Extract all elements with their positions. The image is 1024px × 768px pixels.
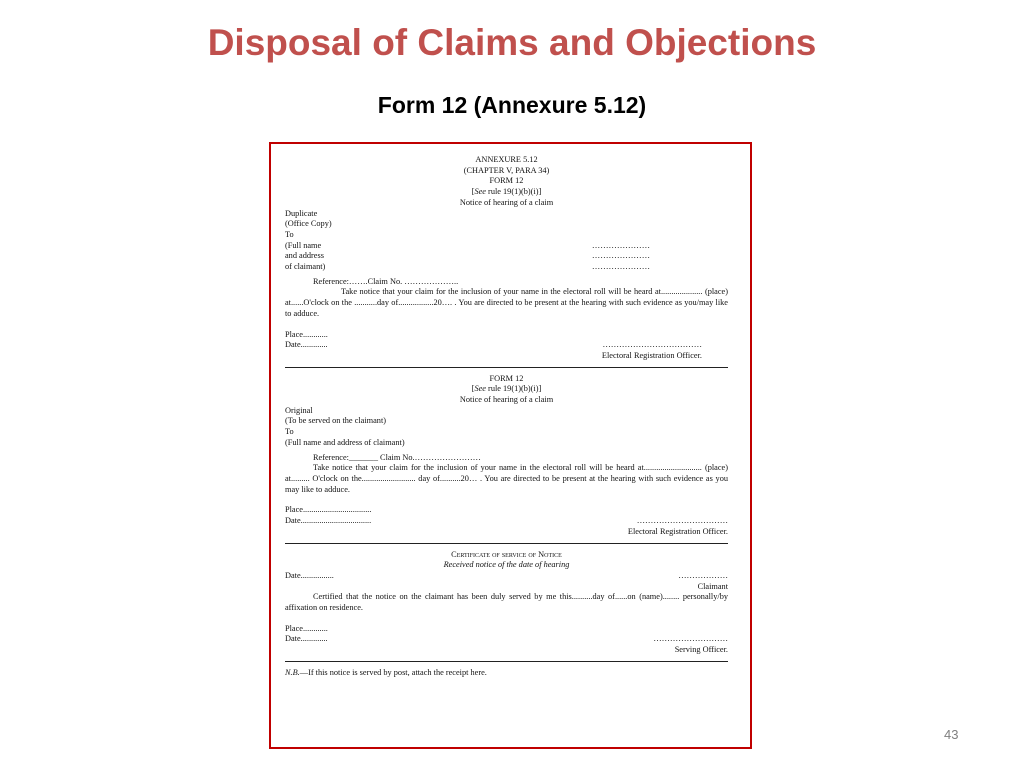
certificate-date-row: Date................ ……………… xyxy=(285,570,728,580)
duplicate-reference: Reference:…….Claim No. ……………….. xyxy=(313,276,459,286)
address-line-3: of claimant) ………………… xyxy=(285,262,650,272)
served-on-label: (To be served on the claimant) xyxy=(285,416,387,426)
annexure-heading: ANNEXURE 5.12 xyxy=(475,155,538,164)
footnote-divider xyxy=(285,661,728,662)
form-image-frame xyxy=(269,142,752,749)
original-date-row: Date.................................. …………………………… xyxy=(285,516,728,526)
claimant-signature: Claimant xyxy=(697,581,728,591)
form-12-document xyxy=(285,155,728,679)
duplicate-notice-body: Take notice that your claim for the inclusion of your name in the electoral roll will be heard at.................... (place) at......O'clock on the ...........day of.................20…. . You are directed to be present at the hearing with such evidence as you/may like to adduce. xyxy=(285,287,728,318)
page-number: 43 xyxy=(944,727,959,742)
duplicate-label: Duplicate xyxy=(285,208,318,218)
certificate-title: Certificate of service of Notice xyxy=(451,549,562,559)
original-reference: Reference:_______ Claim No.…………………… xyxy=(313,452,481,462)
original-signatory: Electoral Registration Officer. xyxy=(627,526,728,536)
slide-subtitle: Form 12 (Annexure 5.12) xyxy=(377,92,647,118)
rule-reference: [See rule 19(1)(b)(i)] xyxy=(471,187,542,197)
office-copy-label: (Office Copy) xyxy=(285,219,332,229)
form-number: FORM 12 xyxy=(489,176,524,186)
certificate-subtitle: Received notice of the date of hearing xyxy=(443,560,570,570)
original-label: Original xyxy=(285,405,313,415)
certificate-divider xyxy=(285,543,728,544)
notice-title: Notice of hearing of a claim xyxy=(459,197,554,207)
claimant-address-label: (Full name and address of claimant) xyxy=(285,437,405,447)
section-divider xyxy=(285,367,728,368)
certificate-place: Place............ xyxy=(285,623,328,633)
original-notice-title: Notice of hearing of a claim xyxy=(459,395,554,405)
duplicate-date-row: Date............. ……………………………… xyxy=(285,340,702,350)
footnote: N.B.—If this notice is served by post, attach the receipt here. xyxy=(285,667,487,677)
original-form-number: FORM 12 xyxy=(489,373,524,383)
chapter-heading: (CHAPTER V, PARA 34) xyxy=(463,165,550,175)
original-place: Place................................. xyxy=(285,505,372,515)
certificate-body: Certified that the notice on the claimant has been duly served by me this..........day of......on (name)........ personally/by affixation on residence. xyxy=(285,592,728,613)
original-notice-body: Take notice that your claim for the inclusion of your name in the electoral roll will be heard at............................ (place) at......... O'clock on the.......................... day of..........20… . You are directed to be present at the hearing with such evidence as you may like to adduce. xyxy=(285,463,728,494)
slide-title: Disposal of Claims and Objections xyxy=(207,22,817,63)
certificate-date2-row: Date............. ……………………… xyxy=(285,634,728,644)
serving-officer: Serving Officer. xyxy=(674,645,728,655)
duplicate-place: Place............ xyxy=(285,329,328,339)
address-line-1: (Full name ………………… xyxy=(285,240,650,250)
original-rule-reference: [See rule 19(1)(b)(i)] xyxy=(471,384,542,394)
original-to-label: To xyxy=(285,427,294,437)
to-label: To xyxy=(285,229,294,239)
duplicate-signatory: Electoral Registration Officer. xyxy=(601,350,702,360)
address-line-2: and address ………………… xyxy=(285,251,650,261)
